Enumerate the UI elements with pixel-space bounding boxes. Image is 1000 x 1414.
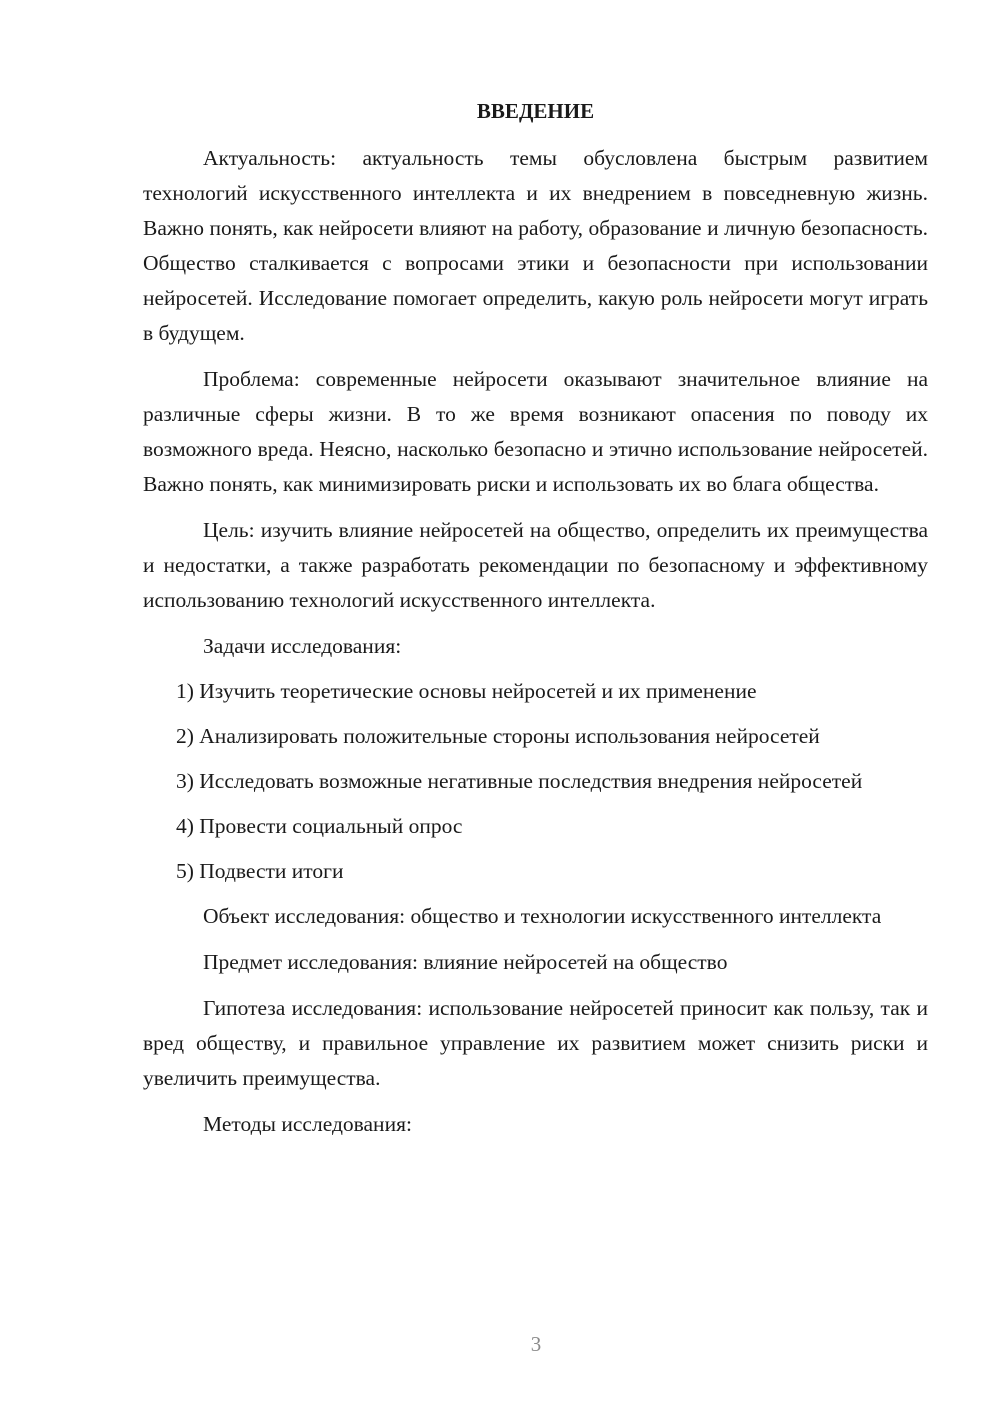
tasks-heading: Задачи исследования:	[203, 634, 402, 658]
relevance-paragraph: Актуальность: актуальность темы обусловлена быстрым развитием технологий искусственного интеллекта и их внедрением в повседневную жизнь. Важно понять, как нейросети влияют на работу, образование и личную безопасность. Общество сталкивается с вопросами этики и безопасности при использовании нейросетей. Исследование помогает определить, какую роль нейросети могут играть в будущем.	[143, 146, 928, 345]
hypothesis-paragraph: Гипотеза исследования: использование нейросетей приносит как пользу, так и вред обществу, и правильное управление их развитием может снизить риски и увеличить преимущества.	[143, 996, 928, 1090]
goal-paragraph: Цель: изучить влияние нейросетей на общество, определить их преимущества и недостатки, а также разработать рекомендации по безопасному и эффективному использованию технологий искусственного интеллекта.	[143, 518, 928, 612]
task-item-2: 2) Анализировать положительные стороны использования нейросетей	[176, 724, 820, 748]
subject-paragraph: Предмет исследования: влияние нейросетей на общество	[203, 950, 728, 974]
methods-heading: Методы исследования:	[203, 1112, 412, 1136]
document-page	[143, 94, 928, 1152]
task-item-3: 3) Исследовать возможные негативные последствия внедрения нейросетей	[176, 769, 863, 793]
page-number: 3	[530, 1332, 542, 1356]
task-item-1: 1) Изучить теоретические основы нейросетей и их применение	[176, 679, 757, 703]
task-item-4: 4) Провести социальный опрос	[176, 814, 463, 838]
section-title: ВВЕДЕНИЕ	[476, 99, 595, 123]
task-item-5: 5) Подвести итоги	[176, 859, 344, 883]
object-paragraph: Объект исследования: общество и технологии искусственного интеллекта	[203, 904, 882, 928]
problem-paragraph: Проблема: современные нейросети оказывают значительное влияние на различные сферы жизни. В то же время возникают опасения по поводу их возможного вреда. Неясно, насколько безопасно и этично использование нейросетей. Важно понять, как минимизировать риски и использовать их во блага общества.	[143, 367, 928, 496]
